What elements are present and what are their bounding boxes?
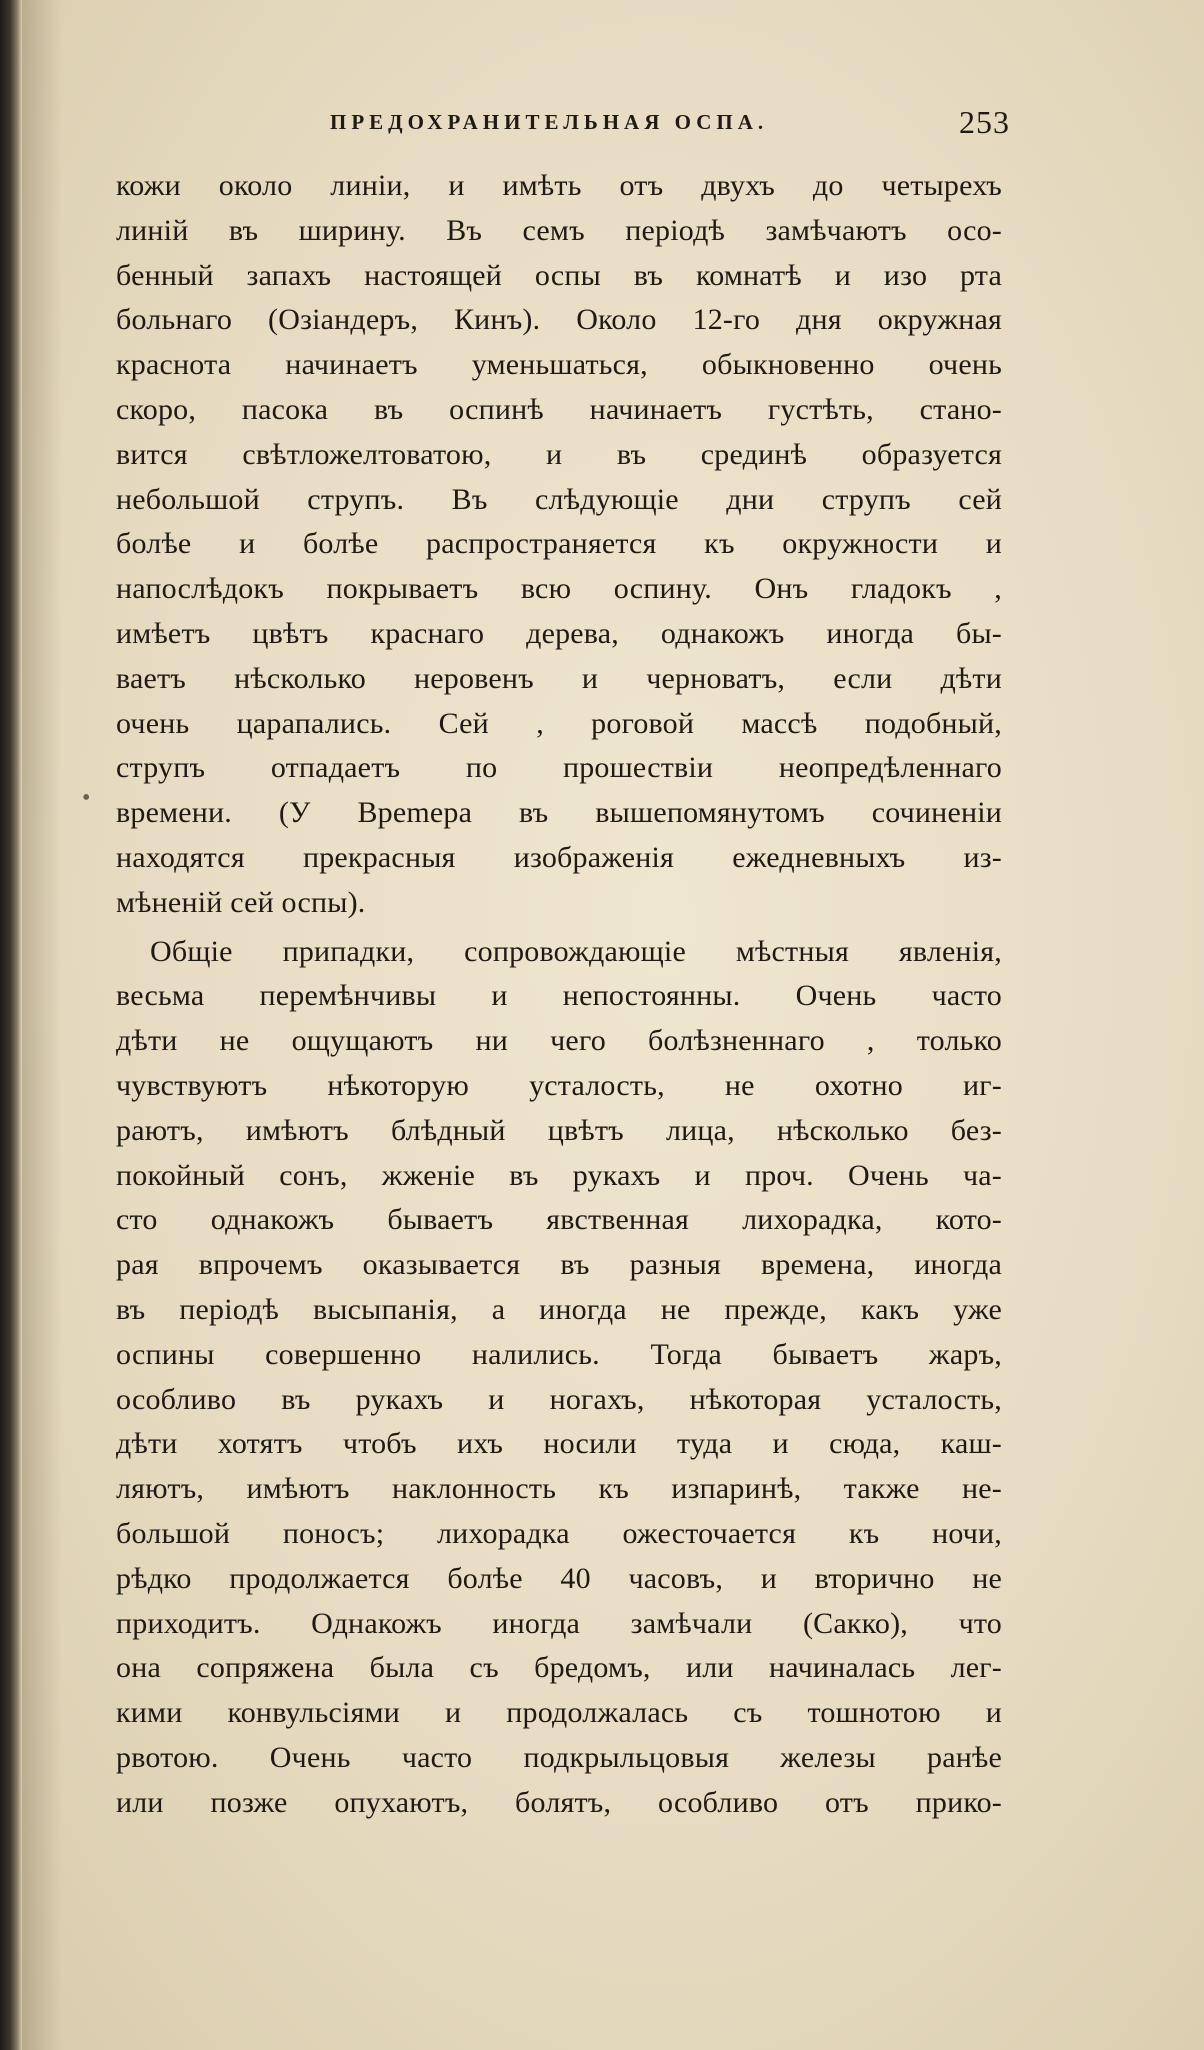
text-line: кими конвульсiями и продолжалась съ тошнотою и [116,1696,1002,1730]
text-line: приходитъ. Однакожъ иногда замѣчали (Сакко), что [116,1606,1002,1640]
text-line: въ перiодѣ высыпанiя, а иногда не прежде, какъ уже [116,1292,1002,1326]
text-line: напослѣдокъ покрываетъ всю оспину. Онъ гладокъ , [116,572,1002,606]
text-line: большой поносъ; лихорадка ожесточается къ ночи, [116,1516,1002,1550]
text-line: дѣти хотятъ чтобъ ихъ носили туда и сюда, каш- [116,1427,1002,1461]
text-line: Общiе припадки, сопровождающiе мѣстныя явленiя, [150,934,1002,968]
text-line: оспины совершенно налились. Тогда бываетъ жаръ, [116,1337,1002,1371]
text-line: линiй въ ширину. Въ семъ перiодѣ замѣчаютъ осо- [116,213,1002,247]
text-line: вится свѣтложелтоватою, и въ срединѣ образуется [116,437,1002,471]
text-line: или позже опухаютъ, болятъ, особливо отъ прико- [116,1785,1002,1819]
text-line: скоро, пасока въ оспинѣ начинаетъ густѣть, стано- [116,392,1002,426]
page-header [330,104,1060,144]
text-line: имѣетъ цвѣтъ краснаго дерева, однакожъ иногда бы- [116,616,1002,650]
text-line: кожи около линiи, и имѣть отъ двухъ до четырехъ [116,169,1002,202]
text-line: больнаго (Озiандеръ, Кинъ). Около 12-го дня окружная [116,303,1002,337]
text-line: ляютъ, имѣютъ наклонность къ изпаринѣ, также не- [116,1472,1002,1506]
text-line: весьма перемѣнчивы и непостоянны. Очень часто [116,979,1002,1013]
text-line: рая впрочемъ оказывается въ разныя времена, иногда [116,1248,1002,1282]
text-line: раютъ, имѣютъ блѣдный цвѣтъ лица, нѣсколько без- [116,1113,1002,1147]
text-line: времени. (У Вреmера въ вышепомянутомъ сочиненiи [116,796,1002,830]
text-line: краснота начинаетъ уменьшаться, обыкновенно очень [116,348,1002,382]
text-line: бенный запахъ настоящей оспы въ комнатѣ и изо рта [116,258,1002,292]
gutter-shadow [22,0,62,2050]
text-line: дѣти не ощущаютъ ни чего болѣзненнаго , только [116,1024,1002,1058]
text-line: особливо въ рукахъ и ногахъ, нѣкоторая усталость, [116,1382,1002,1416]
text-line: ваетъ нѣсколько неровенъ и черноватъ, если дѣти [116,661,1002,695]
text-line: очень царапались. Сей , роговой массѣ подобный, [116,706,1002,740]
text-line: рвотою. Очень часто подкрыльцовыя железы ранѣе [116,1740,1002,1774]
text-line: чувствуютъ нѣкоторую усталость, не охотно иг- [116,1068,1002,1102]
text-line: мѣненiй сей оспы). [116,885,366,919]
page-number: 253 [959,104,1010,140]
body-text [116,164,1002,1825]
text-line: болѣе и болѣе распространяется къ окружности и [116,527,1002,561]
text-line: небольшой струпъ. Въ слѣдующiе дни струпъ сей [116,482,1002,516]
text-line: сто однакожъ бываетъ явственная лихорадка, кото- [116,1203,1002,1237]
text-line: струпъ отпадаетъ по прошествiи неопредѣленнаго [116,751,1002,785]
text-line: покойный сонъ, жженiе въ рукахъ и проч. Очень ча- [116,1158,1002,1192]
text-line: рѣдко продолжается болѣе 40 часовъ, и вторично не [116,1561,1002,1595]
text-line: находятся прекрасныя изображенiя ежедневныхъ из- [116,840,1002,874]
margin-bullet: • [82,785,91,811]
text-line: она сопряжена была съ бредомъ, или начиналась лег- [116,1651,1002,1685]
book-spine [0,0,22,2050]
running-head: ПРЕДОХРАНИТЕЛЬНАЯ ОСПА. [330,110,769,134]
